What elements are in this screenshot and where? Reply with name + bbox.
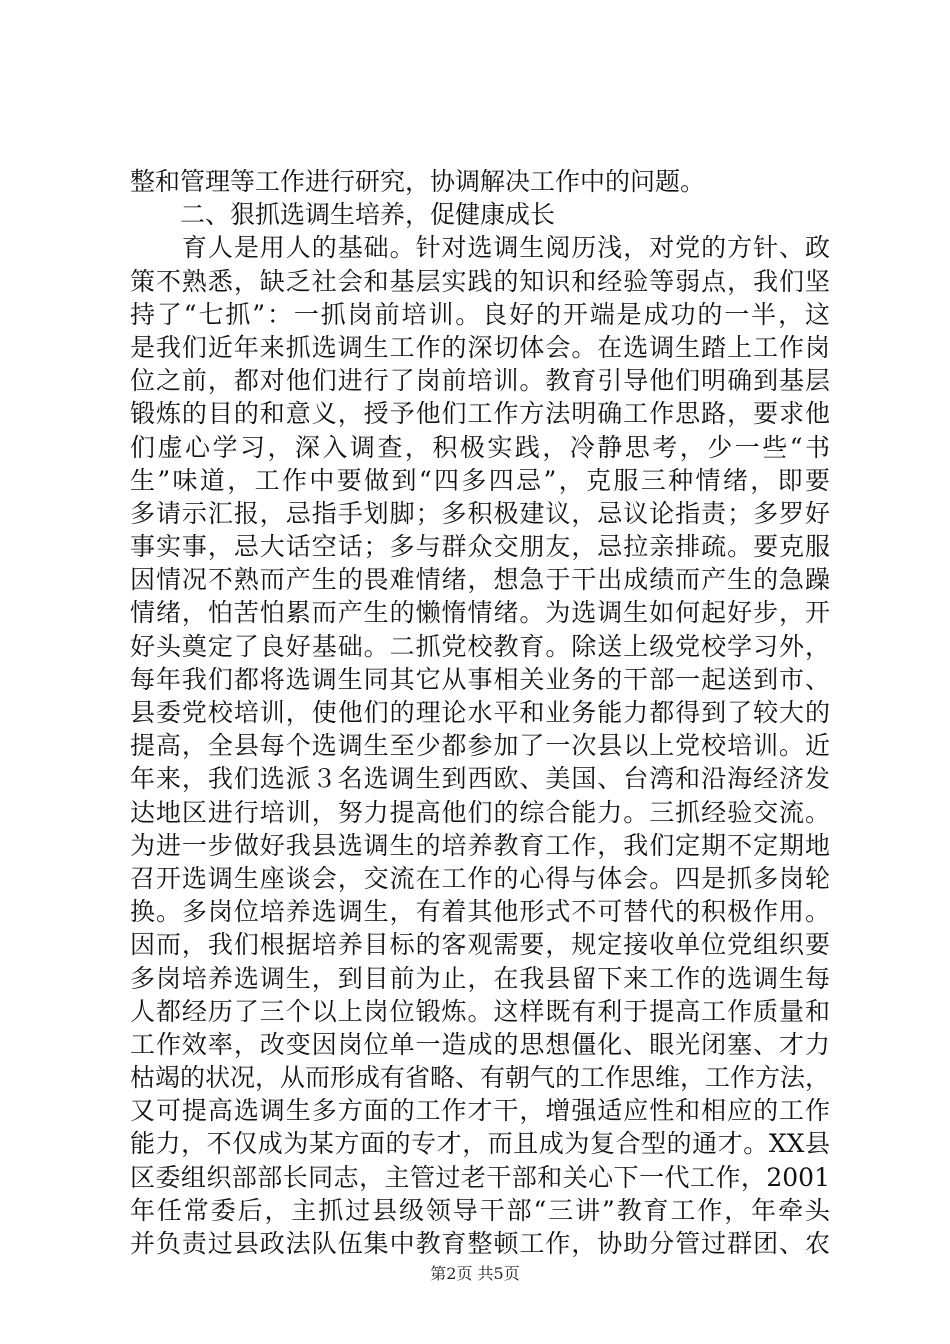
- section-heading: 二、狠抓选调生培养，促健康成长: [130, 200, 556, 230]
- text-line: 因而，我们根据培养目标的客观需要，规定接收单位党组织要: [130, 930, 830, 960]
- text-line: 位之前，都对他们进行了岗前培训。教育引导他们明确到基层: [130, 366, 830, 396]
- page-number-footer: 第2页 共5页: [430, 1264, 520, 1283]
- text-line: 能力，不仅成为某方面的专才，而且成为复合型的通才。XX县: [130, 1129, 830, 1159]
- text-line: 事实事，忌大话空话；多与群众交朋友，忌拉亲排疏。要克服: [130, 532, 830, 562]
- text-line: 工作效率，改变因岗位单一造成的思想僵化、眼光闭塞、才力: [130, 1029, 830, 1059]
- text-line: 换。多岗位培养选调生，有着其他形式不可替代的积极作用。: [130, 897, 830, 927]
- text-line: 好头奠定了良好基础。二抓党校教育。除送上级党校学习外，: [130, 631, 830, 661]
- text-line: 为进一步做好我县选调生的培养教育工作，我们定期不定期地: [130, 830, 830, 860]
- text-line: 锻炼的目的和意义，授予他们工作方法明确工作思路，要求他: [130, 399, 830, 429]
- text-line: 年来，我们选派３名选调生到西欧、美国、台湾和沿海经济发: [130, 764, 830, 794]
- text-line: 召开选调生座谈会，交流在工作的心得与体会。四是抓多岗轮: [130, 863, 830, 893]
- text-line: 因情况不熟而产生的畏难情绪，想急于干出成绩而产生的急躁: [130, 565, 830, 595]
- text-line: 生”味道，工作中要做到“四多四忌”，克服三种情绪，即要: [130, 465, 830, 495]
- text-line: 们虚心学习，深入调查，积极实践，冷静思考，少一些“书: [130, 432, 830, 462]
- text-line: 策不熟悉，缺乏社会和基层实践的知识和经验等弱点，我们坚: [130, 266, 830, 296]
- text-line: 县委党校培训，使他们的理论水平和业务能力都得到了较大的: [130, 698, 830, 727]
- text-line: 整和管理等工作进行研究，协调解决工作中的问题。: [130, 167, 706, 196]
- text-line: 年任常委后，主抓过县级领导干部“三讲”教育工作，年牵头: [130, 1195, 830, 1225]
- text-line: 情绪，怕苦怕累而产生的懒惰情绪。为选调生如何起好步，开: [130, 598, 830, 628]
- text-line: 持了“七抓”：一抓岗前培训。良好的开端是成功的一半，这: [130, 299, 830, 329]
- text-line: 多岗培养选调生，到目前为止，在我县留下来工作的选调生每: [130, 963, 830, 993]
- text-line: 人都经历了三个以上岗位锻炼。这样既有利于提高工作质量和: [130, 996, 830, 1026]
- text-line: 并负责过县政法队伍集中教育整顿工作，协助分管过群团、农: [130, 1229, 830, 1258]
- text-line: 达地区进行培训，努力提高他们的综合能力。三抓经验交流。: [130, 797, 830, 827]
- body-text: [130, 165, 830, 1260]
- text-line: 多请示汇报，忌指手划脚；多积极建议，忌议论指责；多罗好: [130, 498, 830, 528]
- text-line: 育人是用人的基础。针对选调生阅历浅，对党的方针、政: [130, 233, 830, 263]
- text-line: 提高，全县每个选调生至少都参加了一次县以上党校培训。近: [130, 731, 830, 761]
- text-line: 枯竭的状况，从而形成有省略、有朝气的工作思维，工作方法，: [130, 1063, 831, 1093]
- text-line: 是我们近年来抓选调生工作的深切体会。在选调生踏上工作岗: [130, 332, 830, 362]
- text-line: 每年我们都将选调生同其它从事相关业务的干部一起送到市、: [130, 664, 830, 694]
- text-line: 又可提高选调生多方面的工作才干，增强适应性和相应的工作: [130, 1096, 830, 1126]
- text-line: 区委组织部部长同志，主管过老干部和关心下一代工作，2001: [130, 1162, 830, 1192]
